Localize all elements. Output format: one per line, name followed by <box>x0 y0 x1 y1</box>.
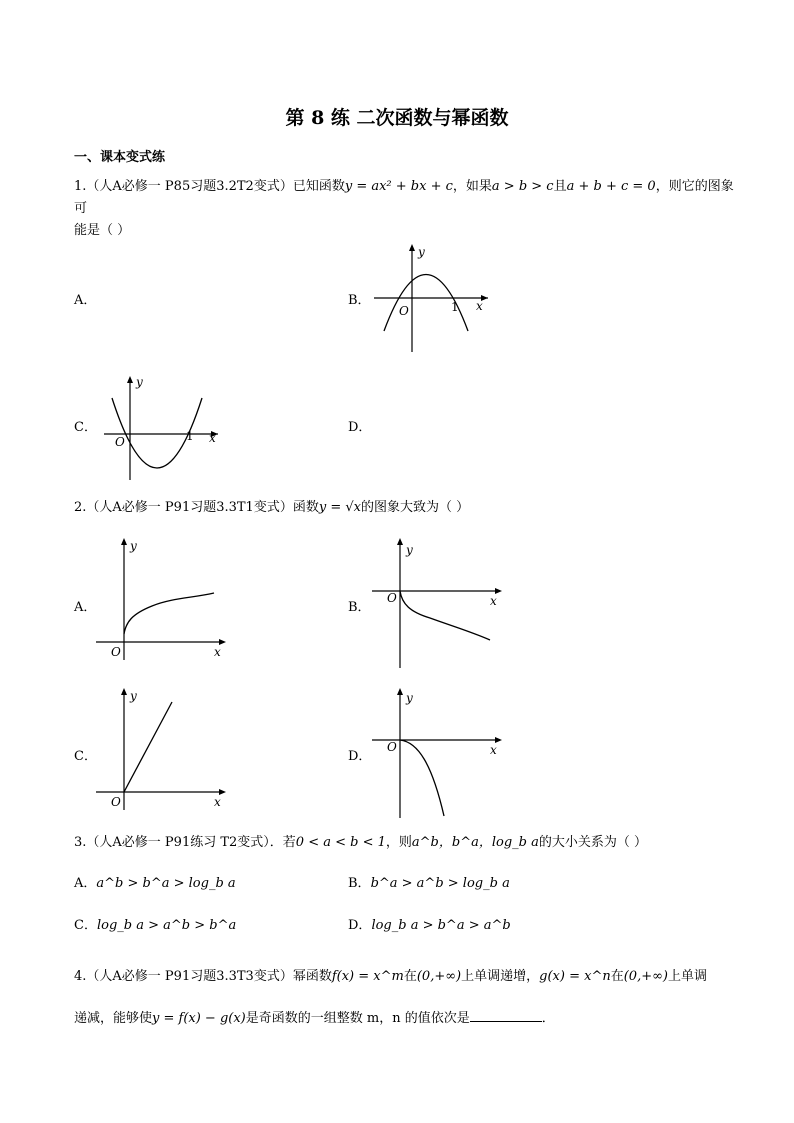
x-label: x <box>209 431 216 445</box>
q1-line2: 能是（ ） <box>74 223 131 238</box>
x-label: x <box>490 743 497 757</box>
decreasing-curve <box>400 740 444 816</box>
q3-stem2: ，则 <box>385 835 412 850</box>
q1-option-a[interactable]: A． <box>74 293 97 308</box>
sqrt-curve <box>124 593 214 634</box>
question-4-stem <box>74 956 734 1040</box>
question-2-stem <box>74 497 734 519</box>
section-heading: 一、课本变式练 <box>74 150 166 165</box>
x-label: x <box>214 645 221 659</box>
straight-line <box>124 702 172 792</box>
q2-option-a[interactable]: A． <box>74 600 97 615</box>
question-1-stem <box>74 176 734 242</box>
y-axis-arrow <box>397 688 403 695</box>
y-axis-arrow <box>409 244 415 251</box>
origin-label: O <box>387 740 397 754</box>
page-title: 第 8 练 二次函数与幂函数 <box>285 107 509 129</box>
y-label: y <box>406 691 413 705</box>
q3-option-c[interactable] <box>74 914 236 933</box>
q3-option-a[interactable] <box>74 872 236 891</box>
origin-label: O <box>111 795 121 809</box>
q1-cond1: a > b > c <box>491 179 554 194</box>
q4-line2-c: ． <box>541 1011 555 1026</box>
y-axis-arrow <box>127 376 133 383</box>
q4-g: g(x) = x^n <box>539 969 611 984</box>
q2-option-b[interactable]: B． <box>348 600 371 615</box>
q2-formula: y = √x <box>318 500 361 515</box>
origin-label: O <box>111 645 121 659</box>
q1-option-d[interactable]: D． <box>348 420 372 435</box>
option-text: log_b a > a^b > b^a <box>96 918 237 933</box>
q4-interval2: (0,+∞) <box>623 969 669 984</box>
q2-graph-b <box>368 534 508 670</box>
q1-graph-b <box>370 240 500 360</box>
q4-line1-c: 上单调递增， <box>461 969 540 984</box>
q4-line1-e: 上单调 <box>668 969 708 984</box>
q2-option-d[interactable]: D． <box>348 749 372 764</box>
q3-option-d[interactable] <box>348 914 511 933</box>
q3-stem: 3.（人A必修一 P91练习 T2变式）．若 <box>74 835 296 850</box>
q2-option-c[interactable]: C． <box>74 749 97 764</box>
q4-line2-a: 递减，能够使 <box>74 1011 153 1026</box>
q1-suffix: ，则它的图象可 <box>74 179 734 216</box>
q1-mid: ，如果 <box>452 179 492 194</box>
q2-prefix: 2.（人A必修一 P91习题3.3T1变式）函数 <box>74 500 319 515</box>
option-label: A． <box>74 876 97 891</box>
q1-option-c[interactable]: C． <box>74 420 97 435</box>
q3-option-b[interactable] <box>348 872 510 891</box>
option-text: a^b > b^a > log_b a <box>96 876 236 891</box>
q1-option-b[interactable]: B． <box>348 293 371 308</box>
origin-label: O <box>115 435 125 449</box>
q3-cond: 0 < a < b < 1 <box>295 835 386 850</box>
origin-label: O <box>399 304 409 318</box>
q1-cond2: a + b + c = 0 <box>566 179 656 194</box>
one-label: 1 <box>186 429 194 443</box>
option-label: B． <box>348 876 371 891</box>
q4-expr: y = f(x) − g(x) <box>152 1011 246 1026</box>
q4-line1-b: 在 <box>403 969 417 984</box>
q2-graph-d <box>368 684 508 820</box>
q4-f: f(x) = x^m <box>331 969 404 984</box>
q4-line1-a: 4.（人A必修一 P91习题3.3T3变式）幂函数 <box>74 969 332 984</box>
q1-formula: y = ax² + bx + c <box>344 179 453 194</box>
y-label: y <box>418 245 425 259</box>
y-axis-arrow <box>121 538 127 545</box>
y-label: y <box>130 539 137 553</box>
x-label: x <box>476 299 483 313</box>
answer-blank[interactable] <box>470 1007 542 1022</box>
origin-label: O <box>387 591 397 605</box>
q1-graph-c <box>100 372 230 484</box>
y-axis-arrow <box>121 688 127 695</box>
question-3-stem <box>74 832 734 854</box>
option-text: log_b a > b^a > a^b <box>371 918 511 933</box>
y-label: y <box>406 543 413 557</box>
y-axis-arrow <box>397 538 403 545</box>
q2-graph-c <box>92 684 232 812</box>
x-label: x <box>214 795 221 809</box>
option-label: D． <box>348 918 372 933</box>
y-label: y <box>130 689 137 703</box>
q3-terms: a^b，b^a，log_b a <box>411 835 539 850</box>
q4-line2-b: 是奇函数的一组整数 m，n 的值依次是 <box>245 1011 470 1026</box>
q2-graph-a <box>92 534 232 662</box>
q4-line1-d: 在 <box>610 969 624 984</box>
one-label: 1 <box>451 300 459 314</box>
neg-sqrt-curve <box>400 591 490 640</box>
q2-suffix: 的图象大致为（ ） <box>360 500 470 515</box>
q4-interval1: (0,+∞) <box>416 969 462 984</box>
x-label: x <box>490 594 497 608</box>
q3-stem3: 的大小关系为（ ） <box>538 835 647 850</box>
option-text: b^a > a^b > log_b a <box>370 876 510 891</box>
y-label: y <box>136 375 143 389</box>
q1-prefix: 1.（人A必修一 P85习题3.2T2变式）已知函数 <box>74 179 345 194</box>
q1-and: 且 <box>553 179 567 194</box>
option-label: C． <box>74 918 97 933</box>
